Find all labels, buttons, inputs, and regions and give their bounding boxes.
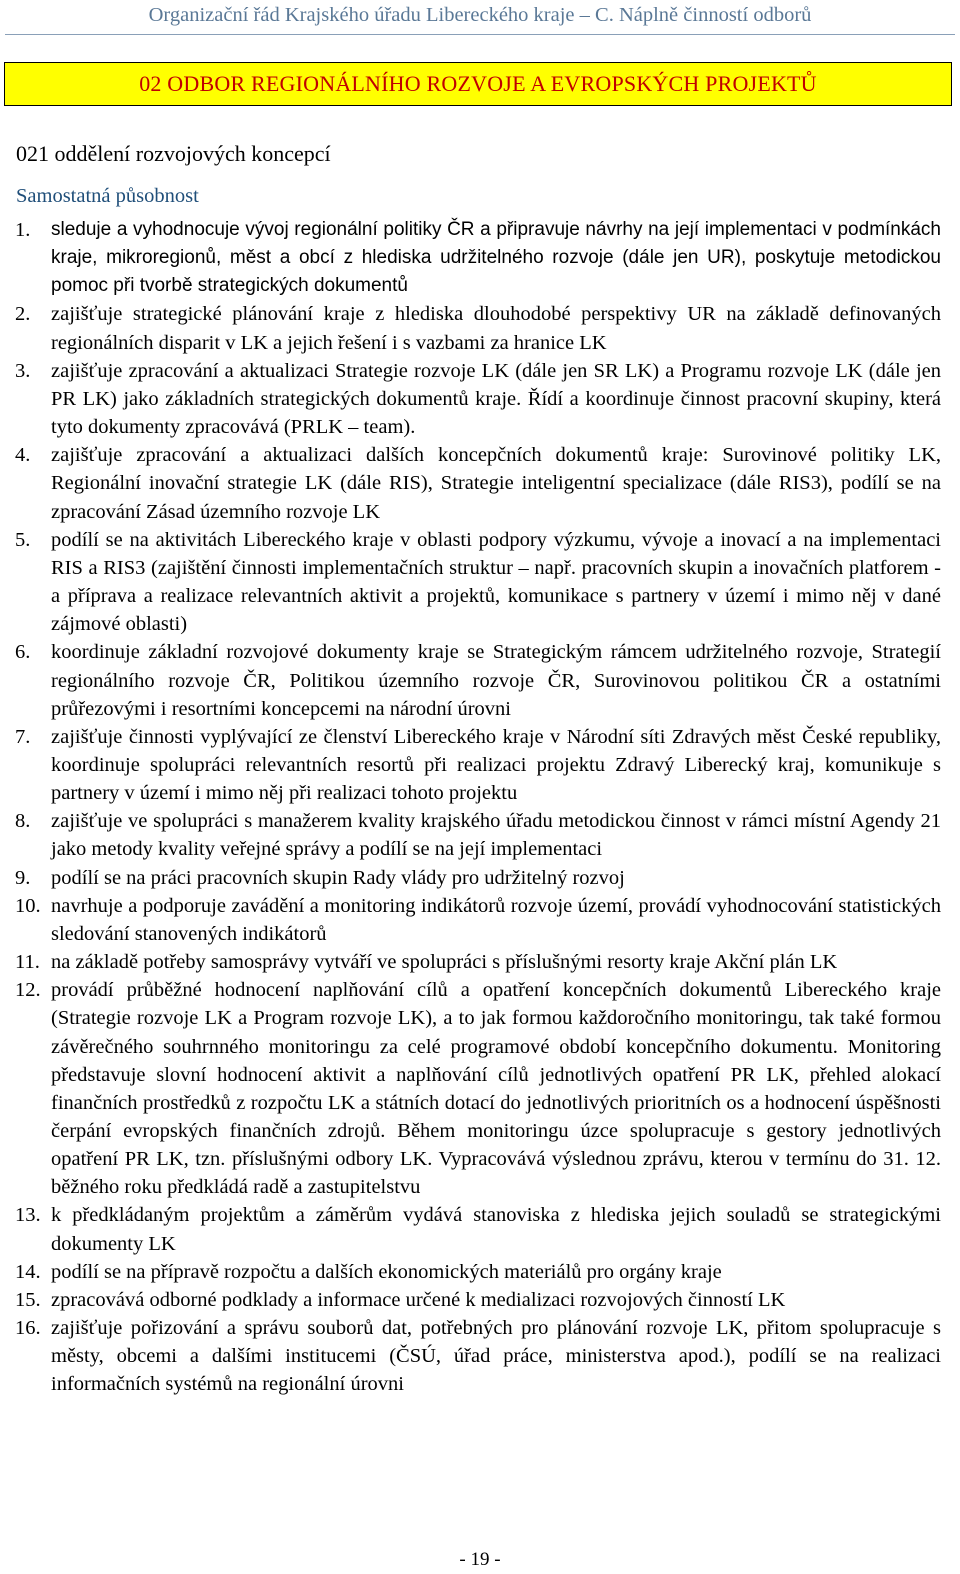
duty-item bbox=[15, 1201, 941, 1257]
duty-number: 1. bbox=[15, 219, 31, 241]
duty-number: 2. bbox=[15, 303, 31, 326]
duty-text: provádí průběžné hodnocení naplňování cílů a opatření koncepčních dokumentů Libereckého kraje (Strategie rozvoje LK a Program rozvoje LK), a to jak formou každoročního monitoringu, tak také formou závěrečného souhrnného monitoringu za celé programové období koncepčního dokumentu. Monitoring představuje slovní hodnocení aktivit a naplňování cílů jednotlivých opatření PR LK, přehled alokací finančních prostředků z rozpočtu LK a státních dotací do jednotlivých prioritních os a hodnocení úspěšnosti čerpání evropských finančních zdrojů. Během monitoringu úzce spolupracuje s gestory jednotlivých opatření PR LK, tzn. příslušnými odbory LK. Vypracovává výslednou zprávu, kterou v termínu do 31. 12. běžného roku předkládá radě a zastupitelstvu bbox=[51, 979, 941, 1199]
duty-number: 5. bbox=[15, 528, 31, 551]
duty-number: 4. bbox=[15, 444, 31, 467]
duty-text: zajišťuje zpracování a aktualizaci Strategie rozvoje LK (dále jen SR LK) a Programu rozvoje LK (dále jen PR LK) jako základních strategických dokumentů kraje. Řídí a koordinuje činnost pracovní skupiny, která tyto dokumenty zpracovává (PRLK – team). bbox=[51, 359, 941, 439]
duty-text: podílí se na aktivitách Libereckého kraje v oblasti podpory výzkumu, vývoje a inovací a na implementaci RIS a RIS3 (zajištění činnosti implementačních struktur – např. pracovních skupin a inovačních platforem - a příprava a realizace relevantních aktivit a projektů, komunikace s partnery v území i mimo něj v dané zájmové oblasti) bbox=[51, 528, 941, 636]
duty-item bbox=[15, 892, 941, 948]
duty-number: 10. bbox=[15, 894, 41, 917]
duty-item bbox=[15, 1258, 941, 1286]
duty-item bbox=[15, 948, 941, 976]
duty-item bbox=[15, 441, 941, 525]
duty-number: 8. bbox=[15, 810, 31, 833]
duty-text: zajišťuje pořizování a správu souborů dat, potřebných pro plánování rozvoje LK, přitom spolupracuje s městy, obcemi a dalšími institucemi (ČSÚ, úřad práce, ministerstva apod.), podílí se na realizaci informačních systémů na regionální úrovni bbox=[51, 1317, 941, 1396]
duty-item bbox=[15, 300, 941, 356]
duties-list bbox=[15, 216, 941, 1399]
duty-text: zajišťuje činnosti vyplývající ze členství Libereckého kraje v Národní síti Zdravých měst České republiky, koordinuje spolupráci relevantních resortů při realizaci projektu Zdravý Liberecký kraj, komunikuje s partnery v území i mimo něj při realizaci tohoto projektu bbox=[51, 725, 941, 805]
duty-item bbox=[15, 1314, 941, 1398]
page-number: - 19 - bbox=[459, 1549, 501, 1570]
duty-item bbox=[15, 357, 941, 441]
duty-text: koordinuje základní rozvojové dokumenty kraje se Strategickým rámcem udržitelného rozvoje, Strategií regionálního rozvoje ČR, Politikou územního rozvoje ČR, Surovinovou politikou ČR a ostatními průřezovými i resortními koncepcemi na národní úrovni bbox=[51, 641, 941, 720]
duty-item bbox=[15, 638, 941, 722]
duty-text: zpracovává odborné podklady a informace určené k medializaci rozvojových činností LK bbox=[51, 1288, 786, 1311]
duty-number: 3. bbox=[15, 359, 31, 382]
section-title: 021 oddělení rozvojových koncepcí bbox=[16, 141, 331, 166]
duty-text: k předkládaným projektům a záměrům vydává stanoviska z hlediska jejich souladů se strategickými dokumenty LK bbox=[51, 1204, 941, 1255]
duty-item bbox=[15, 976, 941, 1201]
department-title: 02 ODBOR REGIONÁLNÍHO ROZVOJE A EVROPSKÝCH PROJEKTŮ bbox=[139, 71, 817, 96]
duty-text: sleduje a vyhodnocuje vývoj regionální politiky ČR a připravuje návrhy na její implementaci v podmínkách kraje, mikroregionů, měst a obcí z hlediska udržitelného rozvoje (dále jen UR), poskytuje metodickou pomoc při tvorbě strategických dokumentů bbox=[51, 219, 941, 297]
duty-text: podílí se na práci pracovních skupin Rady vlády pro udržitelný rozvoj bbox=[51, 866, 625, 889]
header-divider bbox=[5, 34, 955, 35]
duty-text: zajišťuje strategické plánování kraje z hlediska dlouhodobé perspektivy UR na základě definovaných regionálních disparit v LK a jejich řešení i s vazbami za hranice LK bbox=[51, 303, 941, 354]
duty-item bbox=[15, 526, 941, 639]
duty-item bbox=[15, 807, 941, 863]
duty-number: 13. bbox=[15, 1204, 41, 1227]
duty-item bbox=[15, 723, 941, 807]
duty-number: 12. bbox=[15, 979, 41, 1002]
duty-number: 7. bbox=[15, 725, 31, 748]
duty-item bbox=[15, 216, 941, 300]
duty-item bbox=[15, 1286, 941, 1314]
duty-number: 11. bbox=[15, 951, 40, 974]
running-header: Organizační řád Krajského úřadu Libereckého kraje – C. Náplně činností odborů bbox=[148, 4, 812, 26]
duty-text: zajišťuje zpracování a aktualizaci dalších koncepčních dokumentů kraje: Surovinové politiky LK, Regionální inovační strategie LK (dále RIS), Strategie inteligentní specializace (dále RIS3), podílí se na zpracování Zásad územního rozvoje LK bbox=[51, 444, 941, 523]
duty-text: podílí se na přípravě rozpočtu a dalších ekonomických materiálů pro orgány kraje bbox=[51, 1260, 722, 1283]
duty-text: navrhuje a podporuje zavádění a monitoring indikátorů rozvoje území, provádí vyhodnocování statistických sledování stanovených indikátorů bbox=[51, 894, 941, 945]
duty-number: 16. bbox=[15, 1317, 41, 1340]
duty-number: 9. bbox=[15, 866, 31, 889]
duty-number: 14. bbox=[15, 1260, 41, 1283]
duty-text: na základě potřeby samosprávy vytváří ve spolupráci s příslušnými resorty kraje Akční plán LK bbox=[51, 951, 838, 974]
duty-item bbox=[15, 864, 941, 892]
competence-subheading: Samostatná působnost bbox=[16, 185, 199, 207]
duty-text: zajišťuje ve spolupráci s manažerem kvality krajského úřadu metodickou činnost v rámci místní Agendy 21 jako metody kvality veřejné správy a podílí se na její implementaci bbox=[51, 810, 941, 861]
duty-number: 15. bbox=[15, 1288, 41, 1311]
department-banner bbox=[4, 62, 952, 106]
duty-number: 6. bbox=[15, 641, 31, 664]
